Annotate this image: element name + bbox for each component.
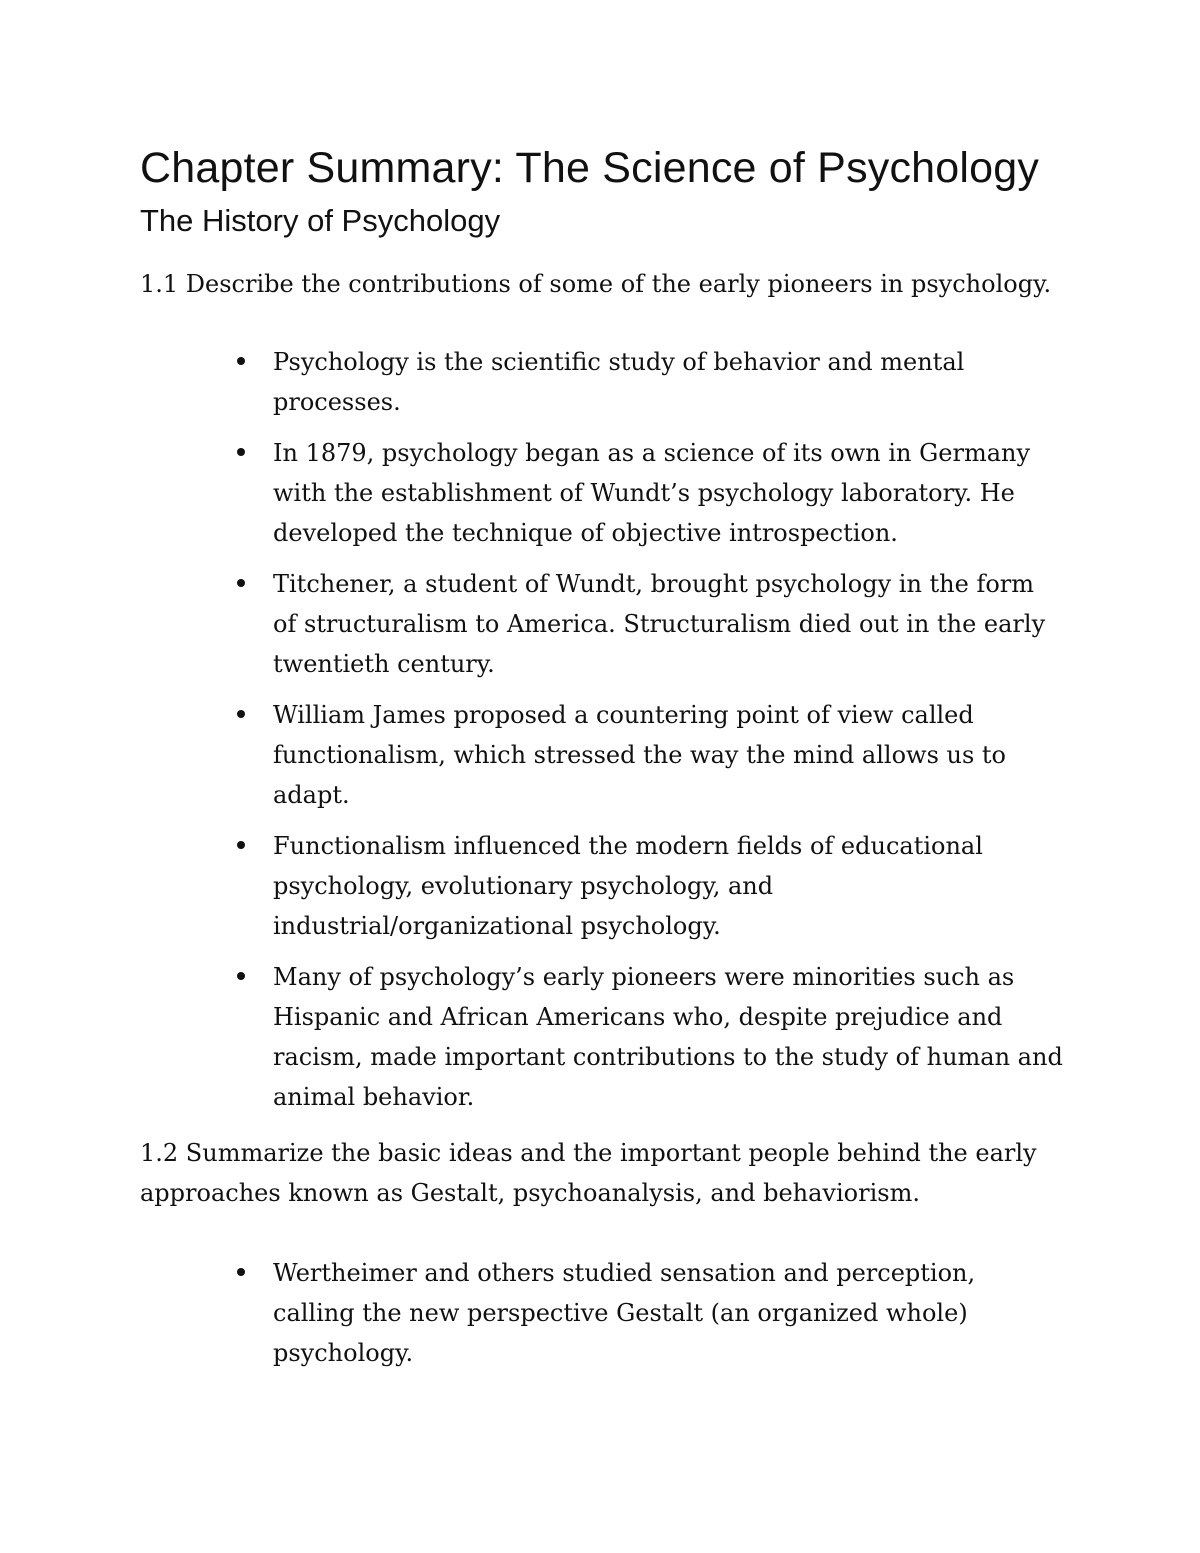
list-item-text: Psychology is the scientific study of behavior and mental processes. bbox=[273, 348, 965, 416]
list-item-text: In 1879, psychology began as a science of its own in Germany with the establishment of Wundt’s psychology laboratory. He developed the technique of objective introspection. bbox=[273, 439, 1031, 547]
bullet-icon bbox=[237, 357, 245, 365]
objective-1-2: 1.2 Summarize the basic ideas and the important people behind the early approaches known as Gestalt, psychoanalysis, and behaviorism. bbox=[140, 1139, 1037, 1207]
bullet-icon bbox=[237, 579, 245, 587]
list-item bbox=[273, 433, 1063, 553]
list-item bbox=[273, 1253, 1063, 1373]
list-item bbox=[273, 826, 1063, 946]
bullet-icon bbox=[237, 1268, 245, 1276]
list-item-text: Functionalism influenced the modern fields of educational psychology, evolutionary psychology, and industrial/organizational psychology. bbox=[273, 832, 983, 940]
list-item bbox=[273, 342, 1063, 422]
objective-1-2-bullet-list bbox=[273, 1253, 1063, 1384]
list-item bbox=[273, 695, 1063, 815]
list-item bbox=[273, 957, 1063, 1117]
bullet-icon bbox=[237, 448, 245, 456]
list-item-text: Titchener, a student of Wundt, brought psychology in the form of structuralism to America. Structuralism died out in the early twentieth century. bbox=[273, 570, 1046, 678]
bullet-icon bbox=[237, 710, 245, 718]
list-item-text: William James proposed a countering point of view called functionalism, which stressed the way the mind allows us to adapt. bbox=[273, 701, 1007, 809]
list-item-text: Wertheimer and others studied sensation and perception, calling the new perspective Gestalt (an organized whole) psychology. bbox=[273, 1259, 976, 1367]
page-title: Chapter Summary: The Science of Psychology bbox=[140, 144, 1040, 192]
objective-1-1: 1.1 Describe the contributions of some of the early pioneers in psychology. bbox=[140, 270, 1052, 298]
section-heading: The History of Psychology bbox=[140, 203, 501, 238]
objective-1-1-bullet-list bbox=[273, 342, 1063, 1128]
bullet-icon bbox=[237, 972, 245, 980]
list-item bbox=[273, 564, 1063, 684]
list-item-text: Many of psychology’s early pioneers were minorities such as Hispanic and African Americans who, despite prejudice and racism, made important contributions to the study of human and animal behavior. bbox=[273, 963, 1063, 1111]
bullet-icon bbox=[237, 841, 245, 849]
